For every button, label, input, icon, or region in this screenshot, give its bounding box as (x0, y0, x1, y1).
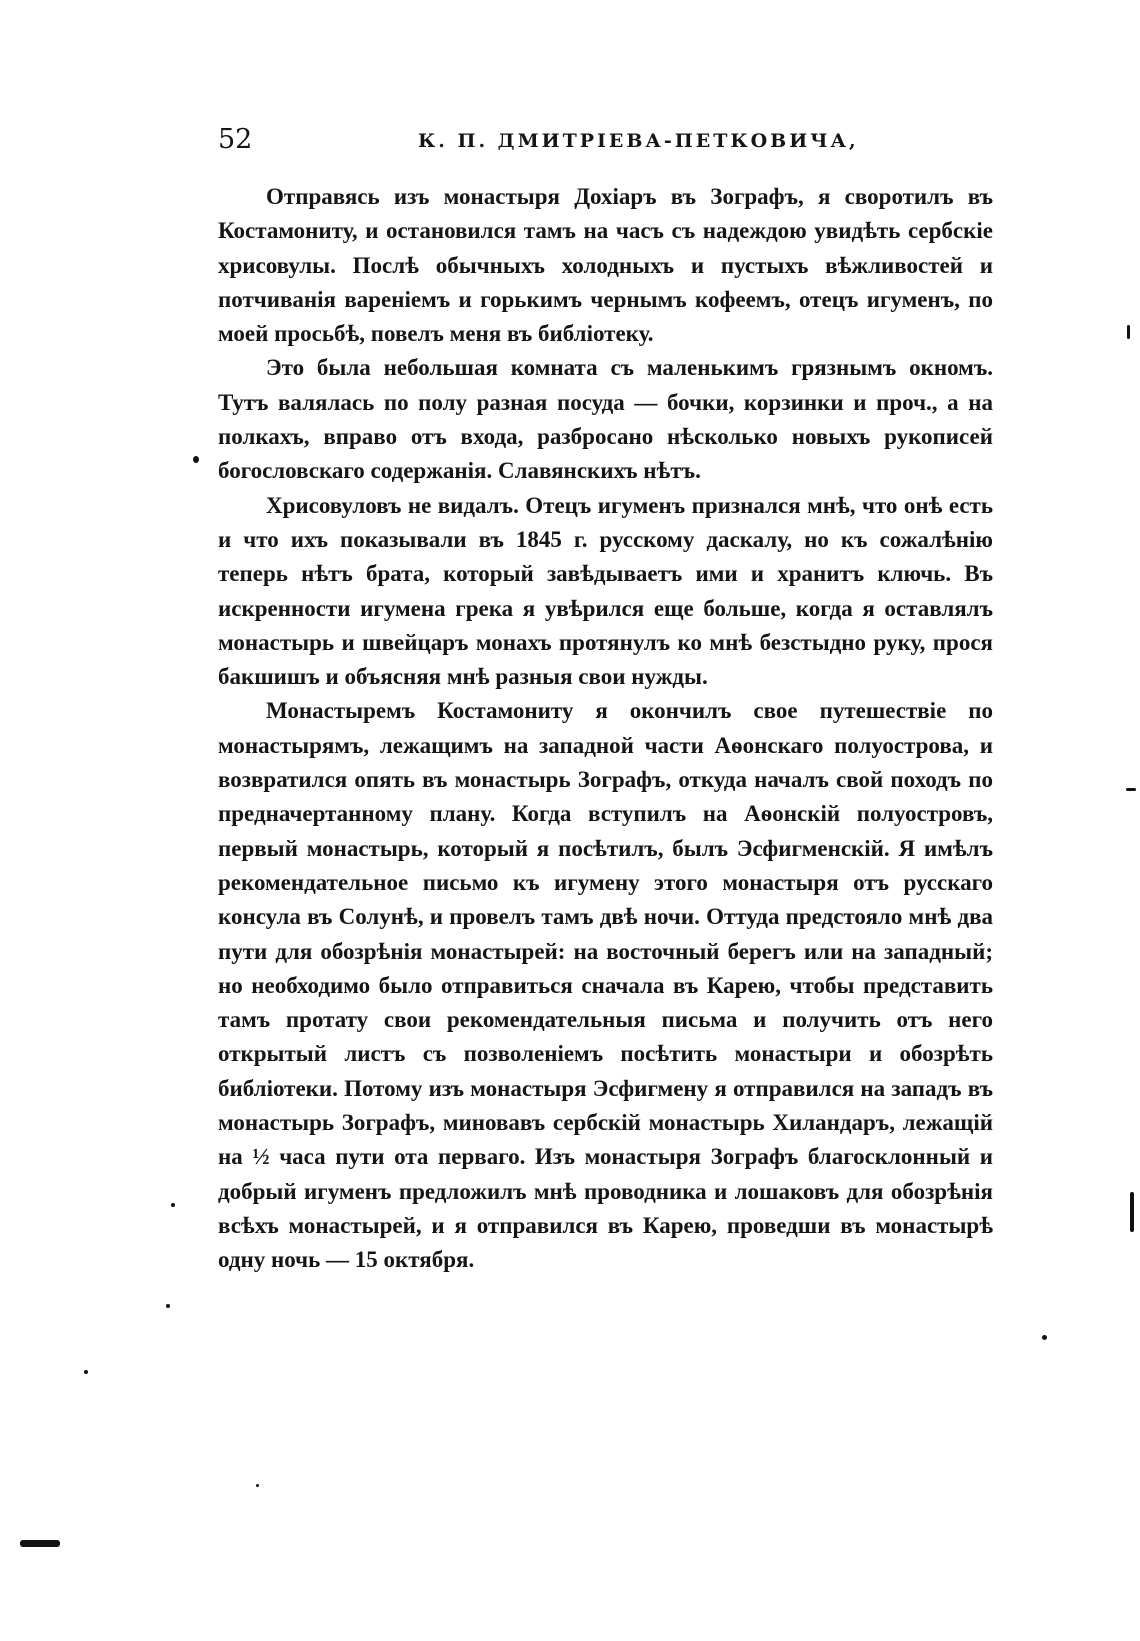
page-number: 52 (218, 124, 253, 155)
scan-speck (256, 1484, 259, 1487)
scan-smudge (1126, 788, 1136, 791)
paragraph-3: Хрисовуловъ не видалъ. Отецъ игуменъ признался мнѣ, что онѣ есть и что ихъ показывали въ 1845 г. русскому даскалу, но къ сожалѣнію теперь нѣтъ брата, который завѣдываетъ ими и хранитъ ключь. Въ искренности игумена грека я увѣрился еще больше, когда я оставлялъ монастырь и швейцаръ монахъ протянулъ ко мнѣ безстыдно руку, прося бакшишъ и объясняя мнѣ разныя свои нужды. (218, 492, 993, 690)
scan-speck (193, 456, 199, 463)
page-header (218, 122, 993, 162)
scan-speck (84, 1370, 88, 1374)
scan-smudge (1127, 325, 1130, 339)
body-text (218, 180, 993, 1278)
paragraph-4: Монастыремъ Костамониту я окончилъ свое путешествіе по монастырямъ, лежащимъ на западной части Аѳонскаго полуострова, и возвратился опять въ монастырь Зографъ, откуда началъ свой походъ по предначертанному плану. Когда вступилъ на Аѳонскій полуостровъ, первый монастырь, который я посѣтилъ, былъ Эсфигменскій. Я имѣлъ рекомендательное письмо къ игумену этого монастыря отъ русскаго консула въ Солунѣ, и провелъ тамъ двѣ ночи. Оттуда предстояло мнѣ два пути для обозрѣнія монастырей: на восточный берегъ или на западный; но необходимо было отправиться сначала въ Карею, чтобы представить тамъ протату свои рекомендательныя письма и получить отъ него открытый листъ съ позволеніемъ посѣтить монастыри и обозрѣть библіотеки. Потому изъ монастыря Эсфигмену я отправился на западъ въ монастырь Зографъ, миновавъ сербскій монастырь Хиландаръ, лежащій на ½ часа пути ота перваго. Изъ монастыря Зографъ благосклонный и добрый игуменъ предложилъ мнѣ проводника и лошаковъ для обозрѣнія всѣхъ монастырей, и я отправился въ Карею, проведши въ монастырѣ одну ночь — 15 октября. (218, 698, 993, 1273)
scan-speck (166, 1304, 170, 1308)
running-title: К. П. ДМИТРІЕВА-ПЕТКОВИЧА, (418, 130, 859, 152)
scan-speck (1042, 1335, 1047, 1340)
scan-smudge (1130, 1192, 1134, 1232)
paragraph-1: Отправясь изъ монастыря Дохіаръ въ Зографъ, я своротилъ въ Костамониту, и остановился тамъ на часъ съ надеждою увидѣть сербскіе хрисовулы. Послѣ обычныхъ холодныхъ и пустыхъ вѣжливостей и потчиванія вареніемъ и горькимъ чернымъ кофеемъ, отецъ игуменъ, по моей просьбѣ, повелъ меня въ библіотеку. (218, 184, 993, 347)
scan-speck (171, 1203, 175, 1207)
scan-smudge (20, 1540, 60, 1547)
paragraph-2: Это была небольшая комната съ маленькимъ грязнымъ окномъ. Тутъ валялась по полу разная посуда — бочки, корзинки и проч., а на полкахъ, вправо отъ входа, разбросано нѣсколько новыхъ рукописей богословскаго содержанія. Славянскихъ нѣтъ. (218, 355, 993, 484)
